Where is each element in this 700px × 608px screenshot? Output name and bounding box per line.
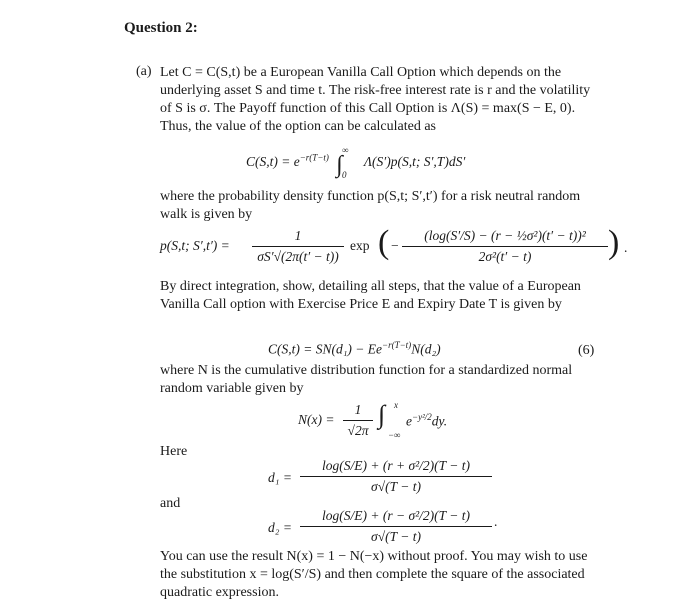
label-here: Here — [160, 444, 188, 459]
cdf-coef-numerator: 1 — [354, 402, 362, 417]
label-and: and — [160, 496, 181, 511]
exp-label: exp — [350, 238, 370, 253]
equation-valuation — [246, 144, 466, 180]
question-heading: Question 2: — [124, 20, 198, 36]
cdf-exponent: −y²/2 — [412, 412, 432, 422]
bs-tail: N(d₂) — [411, 341, 441, 357]
valuation-exponent: −r(T−t) — [299, 152, 329, 163]
density-exp-denominator: 2σ²(t′ − t) — [478, 249, 532, 264]
density-coef-numerator: 1 — [294, 228, 302, 243]
close-paren: ) — [608, 224, 620, 261]
d1-numerator: log(S/E) + (r + σ²/2)(T − t) — [321, 458, 471, 473]
integral-sign: ∫ — [336, 152, 343, 178]
equation-number: (6) — [578, 343, 595, 358]
cdf-integral — [378, 400, 401, 440]
cdf-integral-sign: ∫ — [378, 400, 386, 429]
cdf-dy: dy. — [431, 413, 448, 429]
d2-denominator: σ√(T − t) — [371, 529, 421, 544]
d1-fraction — [300, 458, 492, 495]
paragraph-cdf-intro: where N is the cumulative distribution function for a standardized normal random variable given by — [160, 363, 573, 396]
density-coefficient — [252, 228, 344, 265]
bs-formula: C(S,t) = SN(d₁) − Ee — [268, 341, 383, 357]
cdf-lower-limit: −∞ — [388, 430, 401, 440]
d2-fraction — [300, 508, 492, 545]
valuation-lower-limit: 0 — [342, 169, 347, 180]
d2-period: . — [494, 514, 498, 529]
density-lhs: p(S,t; S′,t′) = — [160, 238, 230, 253]
d2-lhs: d₂ = — [268, 520, 292, 535]
cdf-upper-limit: x — [394, 400, 398, 410]
d2-numerator: log(S/E) + (r − σ²/2)(T − t) — [321, 508, 471, 523]
density-exp-numerator: (log(S′/S) − (r − ½σ²)(t′ − t))² — [424, 228, 586, 243]
cdf-integrand: $e^{-y^2/2}dy$. — [406, 412, 448, 429]
equation-black-scholes — [268, 340, 441, 358]
paragraph-direct-integration: By direct integration, show, detailing all steps, that the value of a European Vanilla Call option with Exercise Price E and Expiry Date T is given by — [160, 279, 581, 312]
paragraph-hint: You can use the result N(x) = 1 − N(−x) without proof. You may wish to use the substitution x = log(S′/S) and then complete the square of the associated quadratic expression. — [160, 549, 588, 600]
period: . — [624, 240, 628, 255]
d1-lhs: d₁ = — [268, 470, 292, 485]
valuation-lhs: C(S,t) = e — [246, 154, 300, 169]
density-coef-denominator: σS′√(2π(t′ − t)) — [257, 249, 339, 264]
paragraph-intro: Let C = C(S,t) be a European Vanilla Call Option which depends on the underlying asset S and time t. The risk-free interest rate is r and the volatility of S is σ. The Payoff function of this Call Option is Λ(S) = max(S − E, 0). Thus, the value of the option can be calculated as — [160, 65, 591, 134]
valuation-upper-limit: ∞ — [342, 144, 349, 155]
paragraph-density-intro: where the probability density function p(S,t; S′,t′) for a risk neutral random walk is given by — [160, 189, 581, 222]
open-paren: ( — [378, 224, 390, 261]
bs-exponent: −r(T−t) — [382, 340, 412, 350]
cdf-coef-denominator: √2π — [347, 423, 369, 438]
density-exponent — [402, 228, 608, 265]
cdf-coefficient — [343, 402, 373, 439]
minus-sign: − — [391, 238, 399, 253]
d1-denominator: σ√(T − t) — [371, 479, 421, 494]
valuation-integrand: Λ(S′)p(S,t; S′,T)dS′ — [363, 154, 466, 169]
cdf-lhs: N(x) = — [298, 412, 335, 427]
part-label: (a) — [136, 64, 152, 79]
